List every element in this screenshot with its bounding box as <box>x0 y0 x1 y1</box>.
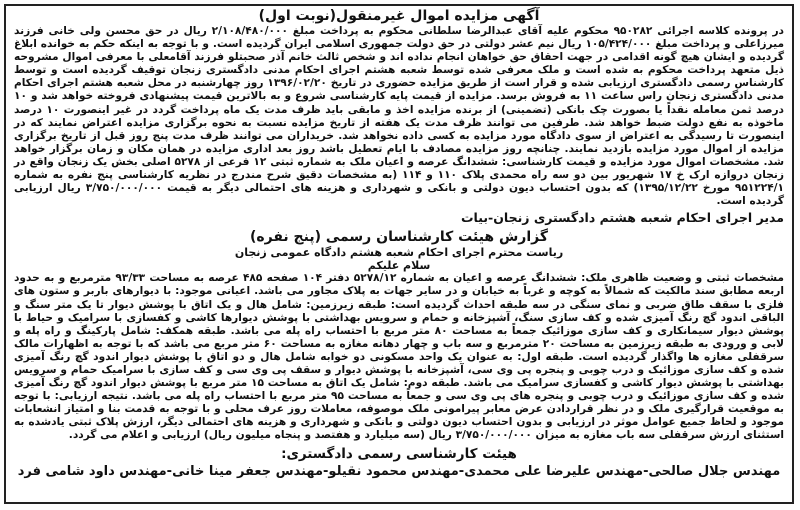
enforcement-signature: مدیر اجرای احکام شعبه هشتم دادگستری زنجان-بیات <box>460 210 784 226</box>
report-greeting: سلام علیکم <box>367 259 431 273</box>
board-heading: هیئت کارشناسی رسمی دادگستری: <box>281 445 517 462</box>
report-title: گزارش هیئت کارشناسان رسمی (پنج نفره) <box>249 229 549 246</box>
notice-body: در پرونده کلاسه اجرائی ۹۵۰۲۸۲ محکوم علیه آقای عبدالرضا سلطانی محکوم به پرداخت مبلغ ۲/۱۰۸/۴۸۰/۰۰۰ ریال در حق محسن ولی خانی فرزند میرزاعلی و پرداخت مبلغ ۱۰۵/۴۲۴/۰۰۰ ریال نیم عشر دولتی در حق دولت جمهوری اسلامی ایران گردیده است. و با توجه به اینکه حکم به خوانده ابلاغ گردیده و ایشان هیچ گونه اقدامی در جهت احقاق حق خواهان انجام نداده اند و شخص ثالث خانم آذر صحبتلو فرزند آقامعلی با معرفی اموال مشروحه ذیل متعهد پرداخت محکوم به شده است و ملک معرفی شده توسط شعبه هشتم اجرای احکام مدنی دادگستری زنجان توقیف گردیده است و توسط کارشناس رسمی دادگستری ارزیابی شده و قرار است از طریق مزایده حضوری در تاریخ ۱۳۹۶/۰۲/۲۰ روز چهارشنبه در محل شعبه هشتم اجرای احکام مدنی دادگستری زنجان راس ساعت ۱۱ به فروش برسد. مزایده از قیمت پایه کارشناسی شروع و به بالاترین قیمت پیشنهادی فروخته خواهد شد و ۱۰ درصد ثمن معامله نقداً یا بصورت چک بانکی (تضمینی) از برنده مزایده اخذ و مابقی باید ظرف مدت یک ماه پرداخت گردد در غیر اینصورت ۱۰ درصد ماخوذه به نفع دولت ضبط خواهد شد. طرفین می توانند ظرف مدت یک هفته از تاریخ مزایده نسبت به نحوه برگزاری مزایده اعتراض نمایند که در اینصورت تا رسیدگی به اعتراض از سوی دادگاه مورد مزایده به کسی داده نخواهد شد. خریداران می توانند ظرف مدت پنج روز قبل از تاریخ برگزاری مزایده از اموال مورد مزایده بازدید نمایند. چنانچه روز مزایده مصادف با ایام تعطیل باشد روز بعد اداری مزایده در همان مکان و زمان برگزار خواهد شد. مشخصات اموال مورد مزایده و قیمت کارشناسی: ششدانگ عرصه و اعیان ملک به شماره ثبتی ۱۲ فرعی از ۵۲۷۸ اصلی بخش یک زنجان واقع در زنجان دروازه ارک خ ۱۷ شهریور بین دو سه راه محمدی پلاک ۱۱۰ و ۱۱۴ (به مشخصات دقیق شرح مندرج در نظریه کارشناسی پنج نفره به شماره ۹۵۱۲۲۴/۱ مورخ ۱۳۹۵/۱۲/۲۲) که بدون احتساب دیون دولتی و بانکی و شهرداری و هزینه های احتمالی دیگر به قیمت ۳/۷۵۰/۰۰۰/۰۰۰ ریال ارزیابی گردیده است. <box>14 25 785 208</box>
notice-title: آگهی مزایده اموال غیرمنقول(نوبت اول) <box>258 8 540 24</box>
report-body: مشخصات ثبتی و وضعیت ظاهری ملک: ششدانگ عرصه و اعیان به شماره ۵۲۷۸/۱۲ دفتر ۱۰۴ صفحه ۴۸۵ عرصه به مساحت ۹۳/۳۳ مترمربع و به حدود اربعه مطابق سند مالکیت که شمالاً به کوچه و غرباً به خیابان و در سایر جهات به پلاک مجاور می باشد. اعیانی موجود: با دیوارهای باربر و ستون های فلزی با سقف طاق ضربی و نمای سنگی در سه طبقه احداث گردیده است: طبقه زیرزمین: شامل هال و یک اتاق با پوشش دیوار تا یک متر سنگ و الباقی اندود گچ رنگ آمیزی شده و کف سازی سنگ، آشپزخانه و حمام و سرویس بهداشتی با پوشش دیوارها کاشی و کفسازی با سرامیک و حیاط با پوشش دیوار سیمانکاری و کف سازی موزائیک جمعاً به مساحت ۸۰ متر مربع با احتساب راه پله می باشد. طبقه همکف: شامل پارکینگ و راه پله و لابی و ورودی به طبقه زیرزمین به مساحت ۲۰ مترمربع و سه باب و چهار دهانه مغازه به مساحت ۶۰ متر مربع می باشد که با توجه به اظهارات مالک سرقفلی مغازه ها واگذار گردیده است. طبقه اول: به عنوان یک واحد مسکونی دو خوابه شامل هال و دو اتاق با پوشش دیوار اندود گچ رنگ آمیزی شده و کف سازی موزائیک و درب چوبی و پنجره پی وی سی، آشپزخانه با پوشش دیوار و سقف پی وی سی و کف سازی با سرامیک حمام و سرویس بهداشتی با پوشش دیوار کاشی و کفسازی سرامیک می باشد. طبقه دوم: شامل یک اتاق به مساحت ۱۵ متر مربع با پوشش دیوار اندود گچ رنگ آمیزی شده و کف سازی موزائیک و درب چوبی و پنجره های پی وی سی و جمعاً به مساحت ۹۵ متر مربع با احتساب راه پله می باشد. نتیجه ارزیابی: با توجه به موقعیت قرارگیری ملک و در نظر قراردادن عرض معابر پیرامونی ملک موصوفه، معاملات روز عرف محلی و با توجه به قدمت بنا و امتیاز انشعابات موجود و لحاظ جمیع عوامل موثر در ارزیابی و بدون احتساب دیون دولتی و بانکی و شهرداری و هزینه های احتمالی دیگر، ارزش پلاک ثبتی یادشده به استثنای ارزش سرقفلی سه باب مغازه به میزان ۳/۷۵۰/۰۰۰/۰۰۰ ریال (سه میلیارد و هفتصد و پنجاه میلیون ریال) ارزیابی و اعلام می گردد. <box>14 272 784 442</box>
report-addressee: ریاست محترم اجرای احکام شعبه هشتم دادگاه عمومی زنجان <box>234 246 564 260</box>
board-member-names: مهندس جلال صالحی-مهندس علیرضا علی محمدی-مهندس محمود نقیلو-مهندس جعفر مینا خانی-مهندس داود شامی فرد <box>17 463 781 479</box>
notice-frame <box>4 4 794 504</box>
